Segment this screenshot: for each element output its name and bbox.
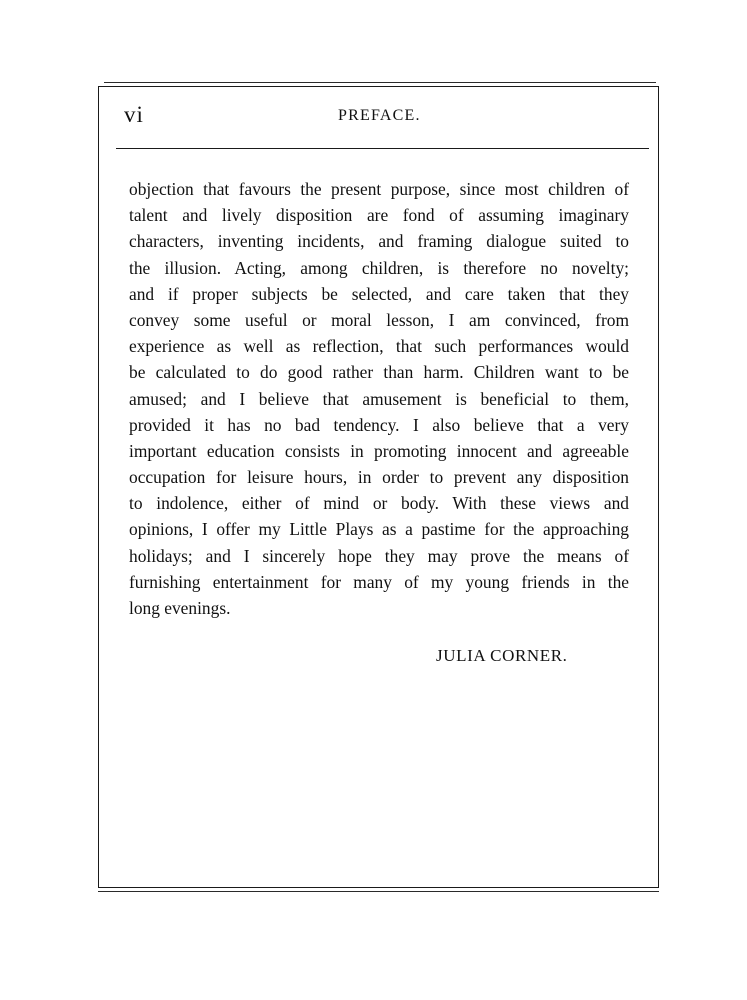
text-line: talent and lively disposition are fond of assuming imaginary: [129, 205, 629, 226]
text-line: amused; and I believe that amusement is beneficial to them,: [129, 388, 629, 409]
text-line: provided it has no bad tendency. I also believe that a very: [129, 414, 629, 435]
text-line: holidays; and I sincerely hope they may prove the means of: [129, 545, 629, 566]
text-line: to indolence, either of mind or body. With these views and: [129, 493, 629, 514]
header-rule: [116, 148, 649, 149]
text-line: characters, inventing incidents, and framing dialogue suited to: [129, 231, 629, 252]
outer-top-rule: [104, 82, 656, 83]
text-line: long evenings.: [129, 598, 231, 618]
text-line: be calculated to do good rather than harm. Children want to be: [129, 362, 629, 383]
text-line: objection that favours the present purpose, since most children of: [129, 179, 629, 199]
text-line: the illusion. Acting, among children, is therefore no novelty;: [129, 257, 629, 278]
outer-bottom-rule: [98, 891, 659, 892]
running-title: PREFACE.: [338, 107, 421, 124]
text-line: convey some useful or moral lesson, I am convinced, from: [129, 309, 629, 330]
text-line: experience as well as reflection, that such performances would: [129, 336, 629, 357]
author-signature: JULIA CORNER.: [436, 646, 568, 665]
page-number: vi: [124, 102, 144, 127]
preface-paragraph: [129, 176, 629, 621]
text-line: occupation for leisure hours, in order to prevent any disposition: [129, 467, 629, 488]
text-line: important education consists in promoting innocent and agreeable: [129, 440, 629, 461]
text-line: opinions, I offer my Little Plays as a pastime for the approaching: [129, 519, 629, 540]
text-line: and if proper subjects be selected, and care taken that they: [129, 283, 629, 304]
text-line: furnishing entertainment for many of my young friends in the: [129, 571, 629, 592]
